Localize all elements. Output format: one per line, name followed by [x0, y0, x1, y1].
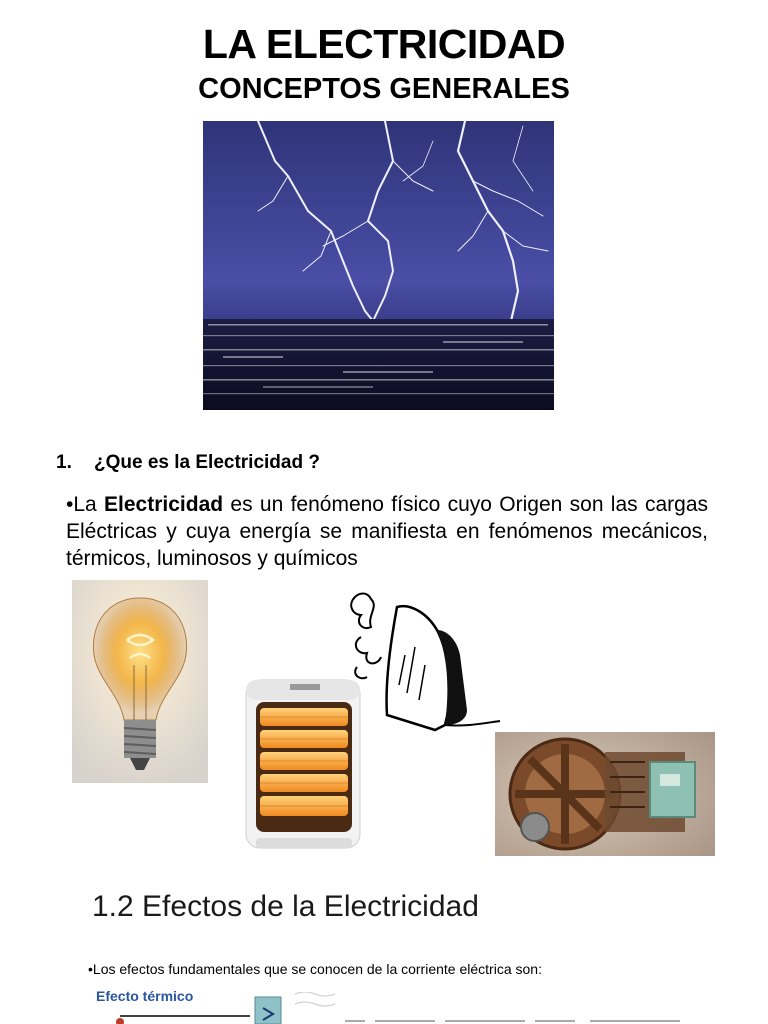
thermal-effect-label: Efecto térmico: [96, 988, 194, 1004]
definition-paragraph: [66, 491, 708, 572]
lightning-storm-image: [203, 121, 554, 410]
electric-motor-image: [495, 732, 715, 856]
page-title: LA ELECTRICIDAD: [202, 21, 566, 67]
thermal-effect-diagram: [90, 992, 730, 1024]
section-number: 1.: [56, 452, 72, 473]
bold-term: Electricidad: [104, 493, 224, 516]
section-1-2-heading: 1.2 Efectos de la Electricidad: [92, 890, 479, 923]
section-heading-text: ¿Que es la Electricidad ?: [94, 452, 320, 473]
section-1-heading: [56, 450, 320, 476]
steam-iron-image: [345, 585, 505, 745]
light-bulb-image: [72, 580, 208, 783]
effects-intro-text: •Los efectos fundamentales que se conocen de la corriente eléctrica son:: [88, 961, 542, 977]
bullet: •La: [66, 493, 105, 516]
page-subtitle: CONCEPTOS GENERALES: [198, 73, 570, 105]
definition-text: es un fenómeno físico cuyo Origen son las cargas Eléctricas y cuya energía se manifiesta en fenómenos mecánicos, térmicos, luminosos y químicos: [66, 493, 708, 570]
